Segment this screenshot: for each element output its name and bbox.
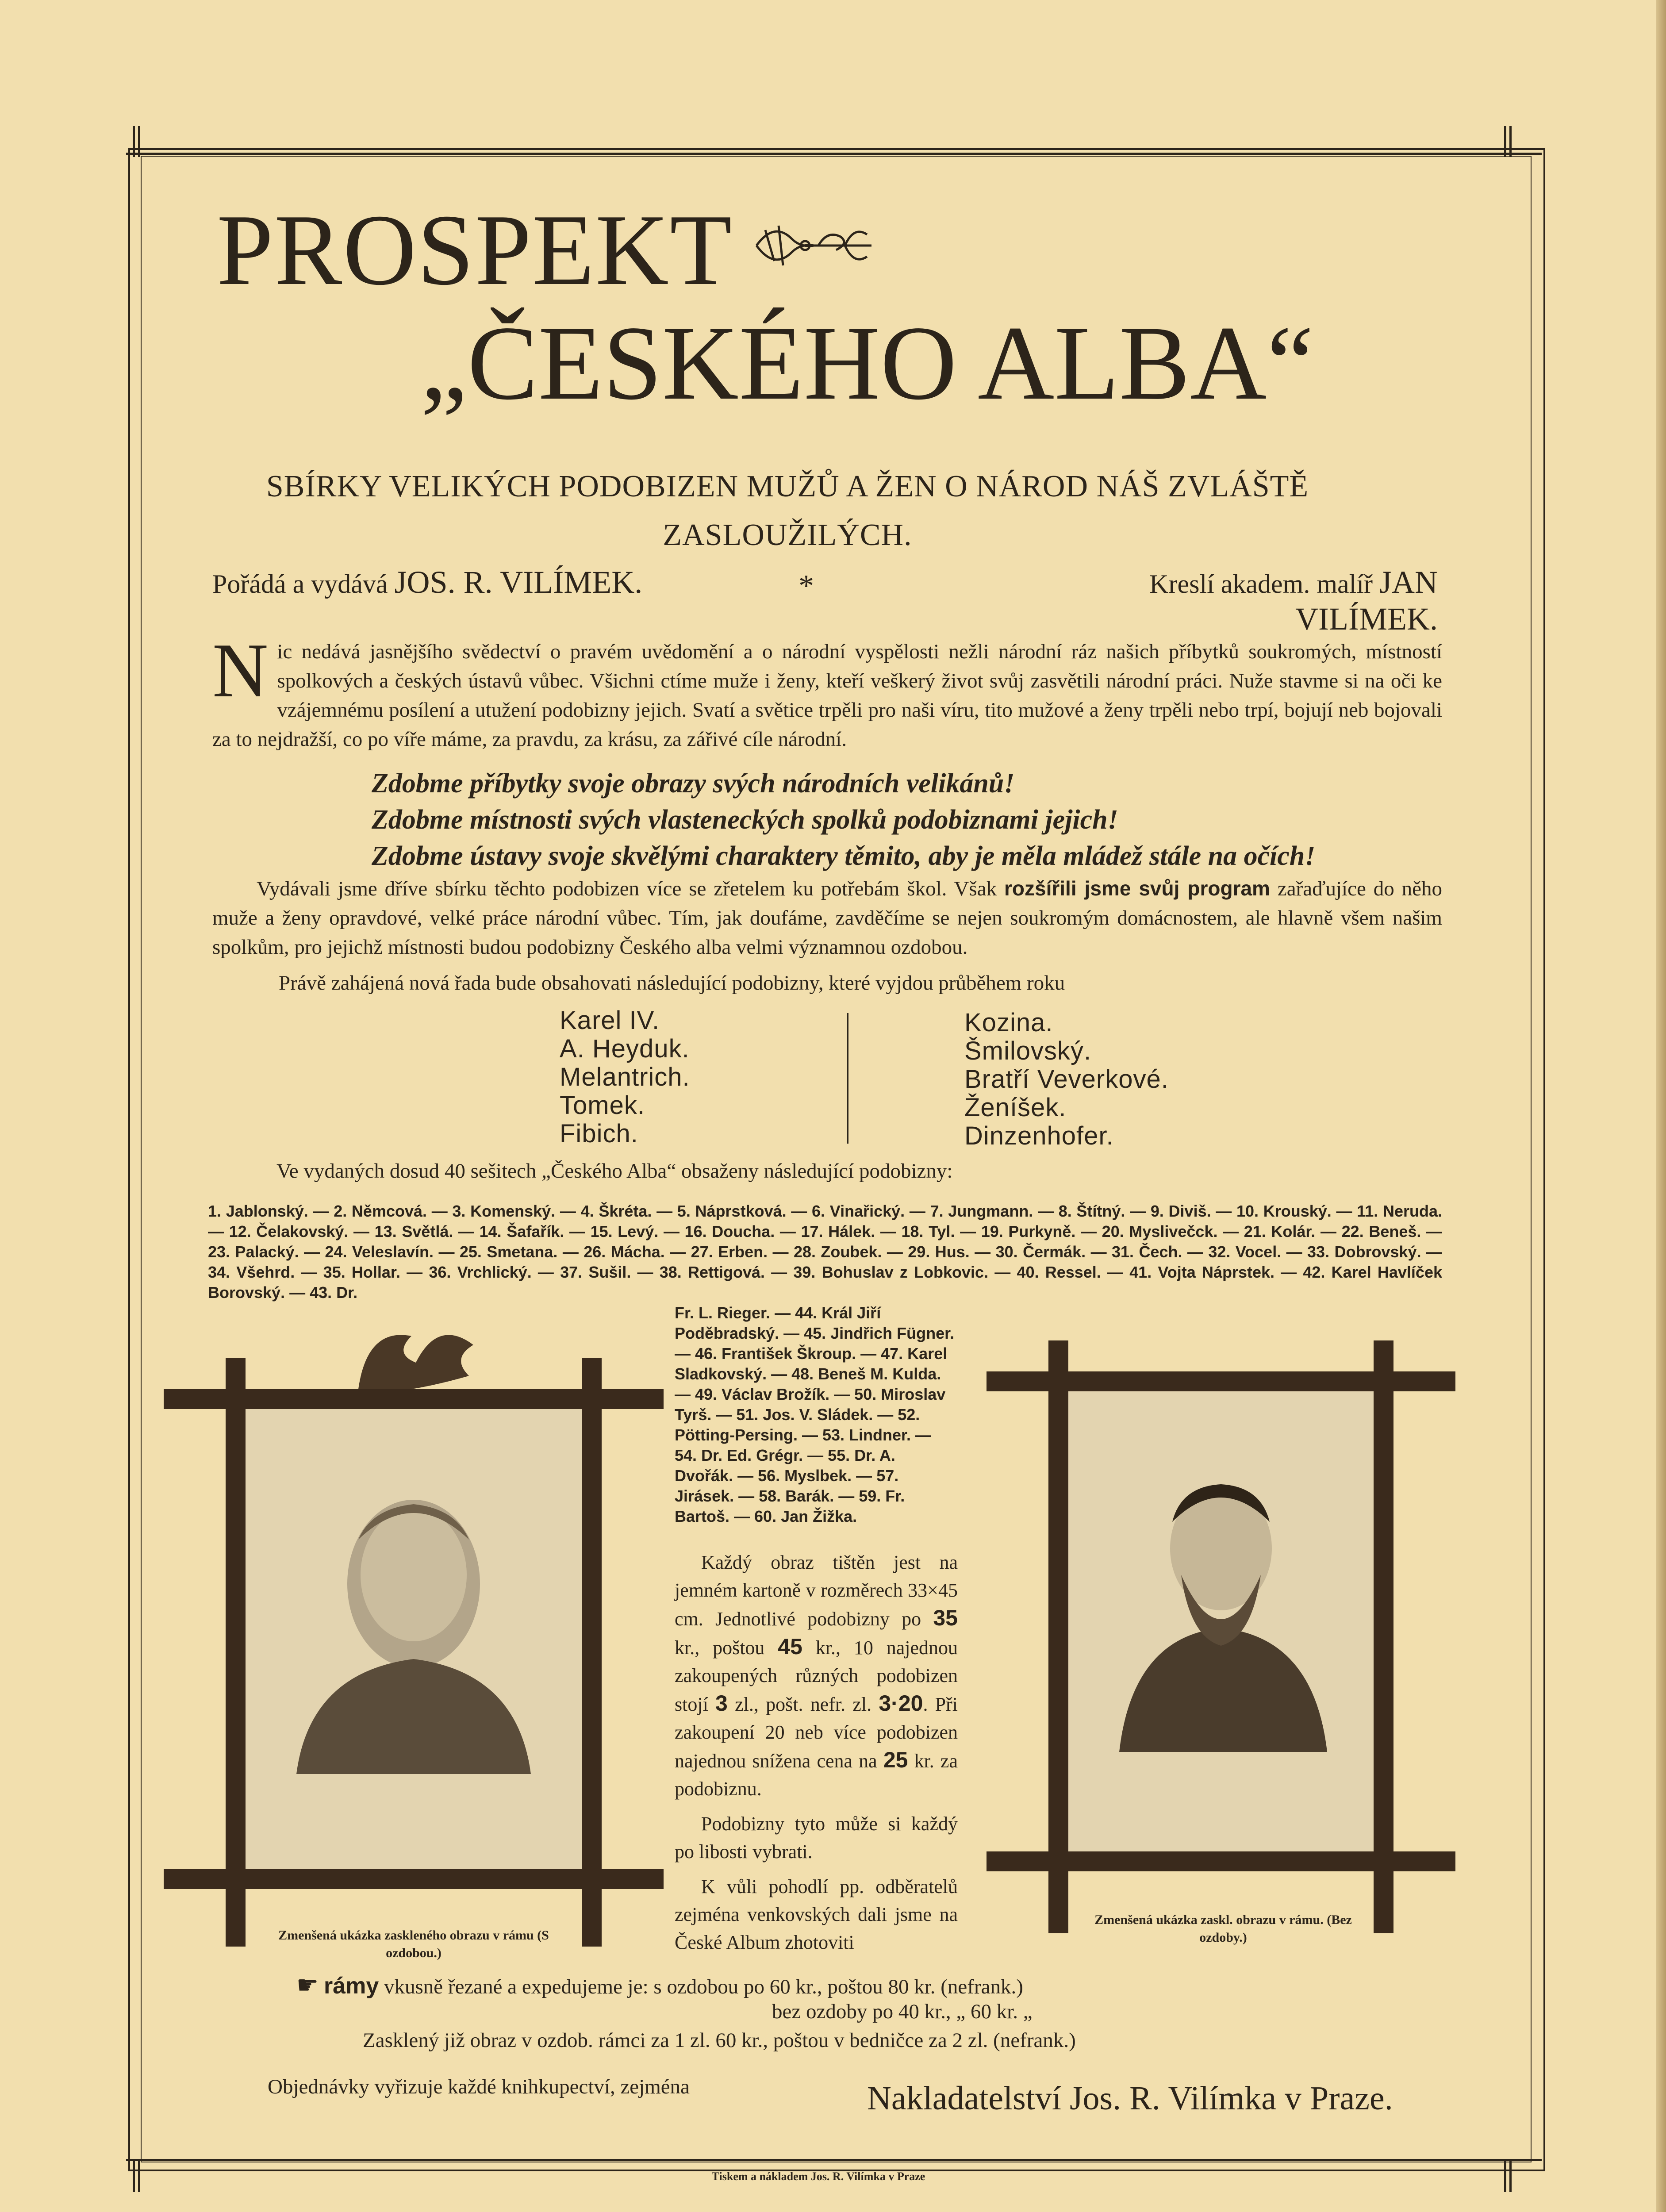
- pricing-text-part: zl., pošt. nefr. zl.: [735, 1694, 872, 1715]
- published-list: 1. Jablonský. — 2. Němcová. — 3. Komenský. — 4. Škréta. — 5. Náprstková. — 6. Vinařický. — 7. Jungmann. — 8. Štítný. — 9. Diviš. — 10. Krouský. — 11. Neruda. — 12. Čelakovský. — 13. Světlá. — 14. Šafařík. — 15. Levý. — 16. Doucha. — 17. Hálek. — 18. Tyl. — 19. Purkyně. — 20. Myslivečck. — 21. Kolár. — 22. Beneš. — 23. Palacký. — 24. Veleslavín. — 25. Smetana. — 26. Mácha. — 27. Erben. — 28. Zoubek. — 29. Hus. — 30. Čermák. — 31. Čech. — 32. Vocel. — 33. Dobrovský. — 34. Všehrd. — 35. Hollar. — 36. Vrchlický. — 37. Sušil. — 38. Rettigová. — 39. Bohuslav z Lobkovic. — 40. Ressel. — 41. Vojta Náprstek. — 42. Karel Havlíček Borovský. — 43. Dr.: [208, 1202, 1442, 1302]
- list-item: Dinzenhofer.: [964, 1121, 1114, 1150]
- pricing-text-part: kr. za podobiznu.: [675, 1750, 958, 1800]
- frames-line-3: Zasklený již obraz v ozdob. rámci za 1 zl. 60 kr., poštou v bedničce za 2 zl. (nefrank.): [363, 2029, 1076, 2052]
- price-value: 45: [778, 1634, 802, 1659]
- slogan: Zdobme příbytky svoje obrazy svých národních velikánů!: [372, 768, 1015, 799]
- slogan: Zdobme místnosti svých vlasteneckých spolků podobiznami jejich!: [372, 805, 1118, 835]
- slogans: [372, 765, 1315, 874]
- pricing-text-part: kr., 10 najednou zakoupených různých podobizen stojí: [675, 1637, 958, 1715]
- frames-line-1: [296, 1971, 1023, 2000]
- subtitle: SBÍRKY VELIKÝCH PODOBIZEN MUŽŮ A ŽEN O NÁROD NÁŠ ZVLÁŠTĚ ZASLOUŽILÝCH.: [266, 469, 1309, 552]
- pricing-paragraph-2: Podobizny tyto může si každý po libosti vybrati.: [675, 1813, 958, 1863]
- pricing-text: [675, 1548, 958, 1963]
- list-item: Šmilovský.: [964, 1037, 1092, 1065]
- border-corner: [133, 2159, 135, 2192]
- separator-star: *: [798, 569, 814, 603]
- list-item: Bratří Veverkové.: [964, 1065, 1169, 1094]
- publisher-name: JOS. R. VILÍMEK.: [394, 565, 643, 600]
- list-item: A. Heyduk.: [560, 1034, 690, 1063]
- frames-text: vkusně řezané a expedujeme je: s ozdobou po 60 kr., poštou 80 kr. (nefrank.): [384, 1975, 1023, 1998]
- portrait-frame-image: [164, 1310, 664, 1951]
- left-framed-portrait: [164, 1310, 664, 1951]
- portrait-frame-image: [987, 1327, 1455, 1947]
- title-line-1: PROSPEKT: [217, 193, 733, 306]
- price-value: 25: [883, 1747, 908, 1772]
- program-text-2: zařaďujíce do něho muže a ženy opravdové, velké práce národní vůbec. Tím, jak doufáme, zavděčíme se nejen soukromým domácnostem, ale hlavně všem našim spolkům, pro jejichž místnosti budou podobizny Českého alba velmi významnou ozdobou.: [212, 877, 1443, 959]
- intro-text: ic nedává jasnějšího svědectví o pravém uvědomění a o národní vyspělosti nežli národní ráz našich příbytků soukromých, místností spolkových a českých ústavů vůbec. Všichni ctíme muže i ženy, kteří veškerý život svůj zasvětili národní práci. Nuže stavme si na oči ke vzájemnému posílení a utužení podobizny jejich. Svatí a světice trpěli pro naši víru, tito mužové a ženy trpěli nebo trpí, bojují neb bojovali za to nejdražší, co po víře máme, za pravdu, za krásu, za zářivé cíle národní.: [212, 640, 1442, 751]
- drop-cap: N: [212, 627, 269, 713]
- list-item: Melantrich.: [560, 1063, 690, 1091]
- pricing-paragraph: [675, 1548, 958, 1803]
- frames-line-2: bez ozdoby po 40 kr., „ 60 kr. „: [772, 2000, 1033, 2023]
- ornament-icon: [748, 212, 880, 279]
- price-value: 3: [715, 1691, 728, 1716]
- publisher-line: [212, 564, 642, 601]
- border-corner: [1509, 2159, 1512, 2192]
- border-corner: [138, 2159, 140, 2192]
- border-rule: [126, 2159, 1542, 2161]
- column-divider: [847, 1013, 848, 1144]
- list-item: Ženíšek.: [964, 1093, 1067, 1122]
- right-caption: Zmenšená ukázka zaskl. obrazu v rámu. (Bez ozdoby.): [1094, 1912, 1352, 1945]
- pricing-text-part: Každý obraz tištěn jest na jemném kartoně v rozměrech 33×45 cm. Jednotlivé podobizny po: [675, 1551, 958, 1630]
- list-item: Karel IV.: [560, 1006, 660, 1035]
- published-intro: Ve vydaných dosud 40 sešitech „Českého Alba“ obsaženy následující podobizny:: [276, 1160, 953, 1183]
- program-bold: rozšířili jsme svůj program: [1004, 877, 1270, 900]
- pointing-hand-icon: ☛: [296, 1972, 319, 1999]
- new-series-right: [964, 1009, 1169, 1150]
- right-framed-portrait: [987, 1327, 1455, 1947]
- price-value: 35: [933, 1605, 958, 1630]
- price-value: 3·20: [879, 1691, 923, 1716]
- orders-line: Objednávky vyřizuje každé knihkupectví, zejména: [268, 2075, 690, 2098]
- list-item: Tomek.: [560, 1091, 645, 1120]
- title-line-2: „ČESKÉHO ALBA“: [420, 304, 1314, 422]
- frames-bold: rámy: [323, 1973, 379, 1999]
- list-item: Kozina.: [964, 1008, 1053, 1037]
- new-series-intro: Právě zahájená nová řada bude obsahovati následující podobizny, které vyjdou průběhem roku: [279, 972, 1065, 995]
- new-series-left: [560, 1006, 690, 1148]
- pricing-text-part: . Při zakoupení 20 neb více podobizen najednou snížena cena na: [675, 1694, 958, 1772]
- program-paragraph: [212, 874, 1442, 962]
- artist-prefix: Kreslí akadem. malíř: [1149, 569, 1373, 599]
- page-edge: [1656, 0, 1666, 2212]
- slogan: Zdobme ústavy svoje skvělými charaktery těmito, aby je měla mládež stále na očích!: [372, 841, 1316, 871]
- artist-line: [1013, 564, 1438, 637]
- published-list-column: Fr. L. Rieger. — 44. Král Jiří Poděbradský. — 45. Jindřich Fügner. — 46. František Škroup. — 47. Karel Sladkovský. — 48. Beneš M. Kulda. — 49. Václav Brožík. — 50. Miroslav Tyrš. — 51. Jos. V. Sládek. — 52. Pötting-Persing. — 53. Lindner. — 54. Dr. Ed. Grégr. — 55. Dr. A. Dvořák. — 56. Myslbek. — 57. Jirásek. — 58. Barák. — 59. Fr. Bartoš. — 60. Jan Žižka.: [675, 1304, 955, 1525]
- border-rule: [126, 153, 1542, 155]
- left-caption: Zmenšená ukázka zaskleného obrazu v rámu (S ozdobou.): [278, 1928, 549, 1960]
- pricing-paragraph-3: K vůli pohodlí pp. odběratelů zejména venkovských dali jsme na České Album zhotoviti: [675, 1876, 958, 1953]
- artist-name: JAN VILÍMEK.: [1295, 565, 1438, 637]
- publisher-house: Nakladatelství Jos. R. Vilímka v Praze.: [867, 2080, 1393, 2117]
- program-text: Vydávali jsme dříve sbírku těchto podobizen více se zřetelem ku potřebám škol. Však: [257, 877, 997, 900]
- publisher-prefix: Pořádá a vydává: [212, 569, 388, 599]
- border-corner: [1504, 2159, 1506, 2192]
- intro-paragraph: [212, 627, 1442, 754]
- pricing-text-part: kr., poštou: [675, 1637, 765, 1659]
- printer-imprint: Tiskem a nákladem Jos. R. Vilímka v Praze: [711, 2170, 925, 2183]
- list-item: Fibich.: [560, 1119, 638, 1148]
